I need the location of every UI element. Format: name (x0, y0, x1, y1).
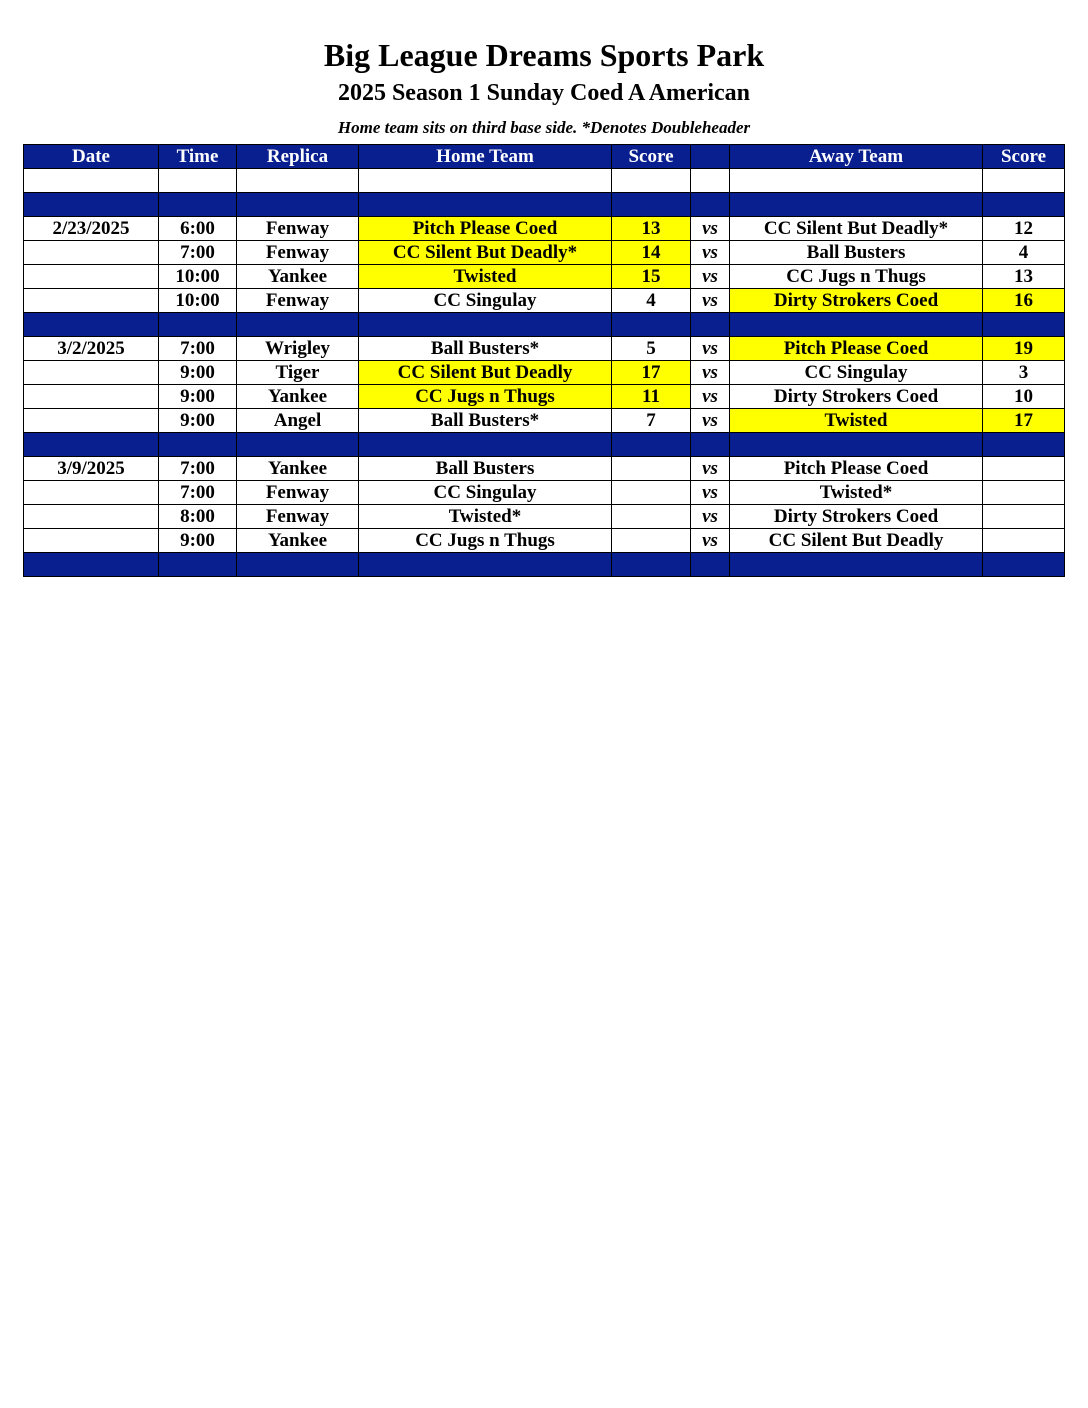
away-team: CC Silent But Deadly (730, 529, 983, 553)
empty-cell (159, 193, 237, 217)
game-replica: Angel (237, 409, 359, 433)
empty-cell (983, 433, 1065, 457)
game-replica: Fenway (237, 241, 359, 265)
league-subtitle: 2025 Season 1 Sunday Coed A American (337, 80, 751, 106)
home-team: CC Silent But Deadly (359, 361, 612, 385)
away-score (983, 529, 1065, 553)
away-score (983, 457, 1065, 481)
game-date (24, 361, 159, 385)
game-time: 7:00 (159, 481, 237, 505)
game-time: 9:00 (159, 385, 237, 409)
game-replica: Yankee (237, 265, 359, 289)
separator-band (24, 193, 1065, 217)
home-team: Twisted (359, 265, 612, 289)
game-time: 7:00 (159, 241, 237, 265)
away-team: CC Jugs n Thugs (730, 265, 983, 289)
game-date (24, 241, 159, 265)
game-time: 10:00 (159, 265, 237, 289)
home-score: 11 (612, 385, 691, 409)
game-replica: Fenway (237, 481, 359, 505)
vs-label: vs (691, 265, 730, 289)
col-vs (691, 145, 730, 169)
header-row (24, 145, 1065, 169)
empty-cell (983, 193, 1065, 217)
empty-cell (359, 553, 612, 577)
game-row (24, 481, 1065, 505)
home-score: 14 (612, 241, 691, 265)
away-score: 4 (983, 241, 1065, 265)
home-team: CC Silent But Deadly* (359, 241, 612, 265)
home-team: Twisted* (359, 505, 612, 529)
away-score: 16 (983, 289, 1065, 313)
home-team: CC Singulay (359, 481, 612, 505)
game-row (24, 361, 1065, 385)
col-home-score: Score (612, 145, 691, 169)
game-time: 7:00 (159, 337, 237, 361)
home-team: CC Singulay (359, 289, 612, 313)
game-row (24, 289, 1065, 313)
home-score: 15 (612, 265, 691, 289)
vs-label: vs (691, 481, 730, 505)
game-row (24, 265, 1065, 289)
home-score: 4 (612, 289, 691, 313)
empty-cell (159, 169, 237, 193)
separator-band (24, 553, 1065, 577)
page-title: Big League Dreams Sports Park (323, 37, 765, 73)
game-replica: Yankee (237, 457, 359, 481)
empty-cell (159, 313, 237, 337)
home-team: Ball Busters* (359, 337, 612, 361)
game-time: 10:00 (159, 289, 237, 313)
game-row (24, 241, 1065, 265)
vs-label: vs (691, 529, 730, 553)
empty-cell (24, 169, 159, 193)
game-row (24, 385, 1065, 409)
empty-cell (612, 169, 691, 193)
vs-label: vs (691, 217, 730, 241)
empty-cell (359, 193, 612, 217)
home-score: 5 (612, 337, 691, 361)
game-time: 8:00 (159, 505, 237, 529)
vs-label: vs (691, 337, 730, 361)
home-score (612, 457, 691, 481)
game-replica: Fenway (237, 505, 359, 529)
game-date (24, 409, 159, 433)
empty-cell (691, 193, 730, 217)
home-score (612, 481, 691, 505)
away-score (983, 481, 1065, 505)
away-team: CC Silent But Deadly* (730, 217, 983, 241)
game-date (24, 385, 159, 409)
schedule-body (24, 169, 1065, 577)
empty-cell (359, 433, 612, 457)
game-replica: Yankee (237, 385, 359, 409)
empty-cell (24, 193, 159, 217)
col-away-score: Score (983, 145, 1065, 169)
empty-cell (237, 193, 359, 217)
game-row (24, 529, 1065, 553)
away-team: Ball Busters (730, 241, 983, 265)
empty-cell (24, 313, 159, 337)
away-team: Pitch Please Coed (730, 337, 983, 361)
vs-label: vs (691, 289, 730, 313)
empty-cell (691, 313, 730, 337)
game-replica: Fenway (237, 217, 359, 241)
home-score: 13 (612, 217, 691, 241)
empty-cell (730, 193, 983, 217)
empty-cell (730, 433, 983, 457)
empty-cell (691, 553, 730, 577)
home-team: CC Jugs n Thugs (359, 385, 612, 409)
away-score: 3 (983, 361, 1065, 385)
empty-cell (612, 553, 691, 577)
empty-cell (237, 553, 359, 577)
game-date: 3/2/2025 (24, 337, 159, 361)
empty-cell (983, 553, 1065, 577)
game-row (24, 217, 1065, 241)
empty-cell (237, 433, 359, 457)
game-date (24, 505, 159, 529)
game-date (24, 265, 159, 289)
game-date (24, 481, 159, 505)
col-away-team: Away Team (730, 145, 983, 169)
game-row (24, 457, 1065, 481)
vs-label: vs (691, 385, 730, 409)
empty-cell (612, 313, 691, 337)
away-team: Twisted (730, 409, 983, 433)
away-team: Twisted* (730, 481, 983, 505)
game-row (24, 409, 1065, 433)
home-score: 17 (612, 361, 691, 385)
separator-band (24, 433, 1065, 457)
home-team: CC Jugs n Thugs (359, 529, 612, 553)
away-score: 19 (983, 337, 1065, 361)
away-team: Dirty Strokers Coed (730, 289, 983, 313)
game-row (24, 337, 1065, 361)
away-score (983, 505, 1065, 529)
away-score: 13 (983, 265, 1065, 289)
col-home-team: Home Team (359, 145, 612, 169)
blank-row (24, 169, 1065, 193)
game-time: 7:00 (159, 457, 237, 481)
away-team: CC Singulay (730, 361, 983, 385)
empty-cell (691, 433, 730, 457)
game-time: 9:00 (159, 361, 237, 385)
empty-cell (730, 169, 983, 193)
empty-cell (983, 313, 1065, 337)
game-replica: Yankee (237, 529, 359, 553)
game-date (24, 529, 159, 553)
game-time: 9:00 (159, 529, 237, 553)
game-date: 2/23/2025 (24, 217, 159, 241)
col-time: Time (159, 145, 237, 169)
schedule-note: Home team sits on third base side. *Denotes Doubleheader (337, 118, 751, 137)
col-replica: Replica (237, 145, 359, 169)
vs-label: vs (691, 505, 730, 529)
vs-label: vs (691, 241, 730, 265)
empty-cell (159, 553, 237, 577)
col-date: Date (24, 145, 159, 169)
game-time: 9:00 (159, 409, 237, 433)
away-score: 12 (983, 217, 1065, 241)
game-replica: Tiger (237, 361, 359, 385)
vs-label: vs (691, 457, 730, 481)
vs-label: vs (691, 361, 730, 385)
separator-band (24, 313, 1065, 337)
game-replica: Fenway (237, 289, 359, 313)
empty-cell (359, 169, 612, 193)
vs-label: vs (691, 409, 730, 433)
home-score (612, 529, 691, 553)
empty-cell (983, 169, 1065, 193)
empty-cell (359, 313, 612, 337)
game-time: 6:00 (159, 217, 237, 241)
home-score: 7 (612, 409, 691, 433)
empty-cell (24, 433, 159, 457)
away-score: 10 (983, 385, 1065, 409)
empty-cell (612, 433, 691, 457)
home-team: Ball Busters* (359, 409, 612, 433)
game-date: 3/9/2025 (24, 457, 159, 481)
game-replica: Wrigley (237, 337, 359, 361)
empty-cell (159, 433, 237, 457)
home-team: Ball Busters (359, 457, 612, 481)
game-date (24, 289, 159, 313)
away-team: Dirty Strokers Coed (730, 505, 983, 529)
empty-cell (730, 553, 983, 577)
empty-cell (612, 193, 691, 217)
away-team: Dirty Strokers Coed (730, 385, 983, 409)
game-row (24, 505, 1065, 529)
home-team: Pitch Please Coed (359, 217, 612, 241)
empty-cell (237, 313, 359, 337)
away-team: Pitch Please Coed (730, 457, 983, 481)
empty-cell (24, 553, 159, 577)
empty-cell (730, 313, 983, 337)
schedule-table (23, 144, 1065, 577)
home-score (612, 505, 691, 529)
empty-cell (237, 169, 359, 193)
away-score: 17 (983, 409, 1065, 433)
empty-cell (691, 169, 730, 193)
